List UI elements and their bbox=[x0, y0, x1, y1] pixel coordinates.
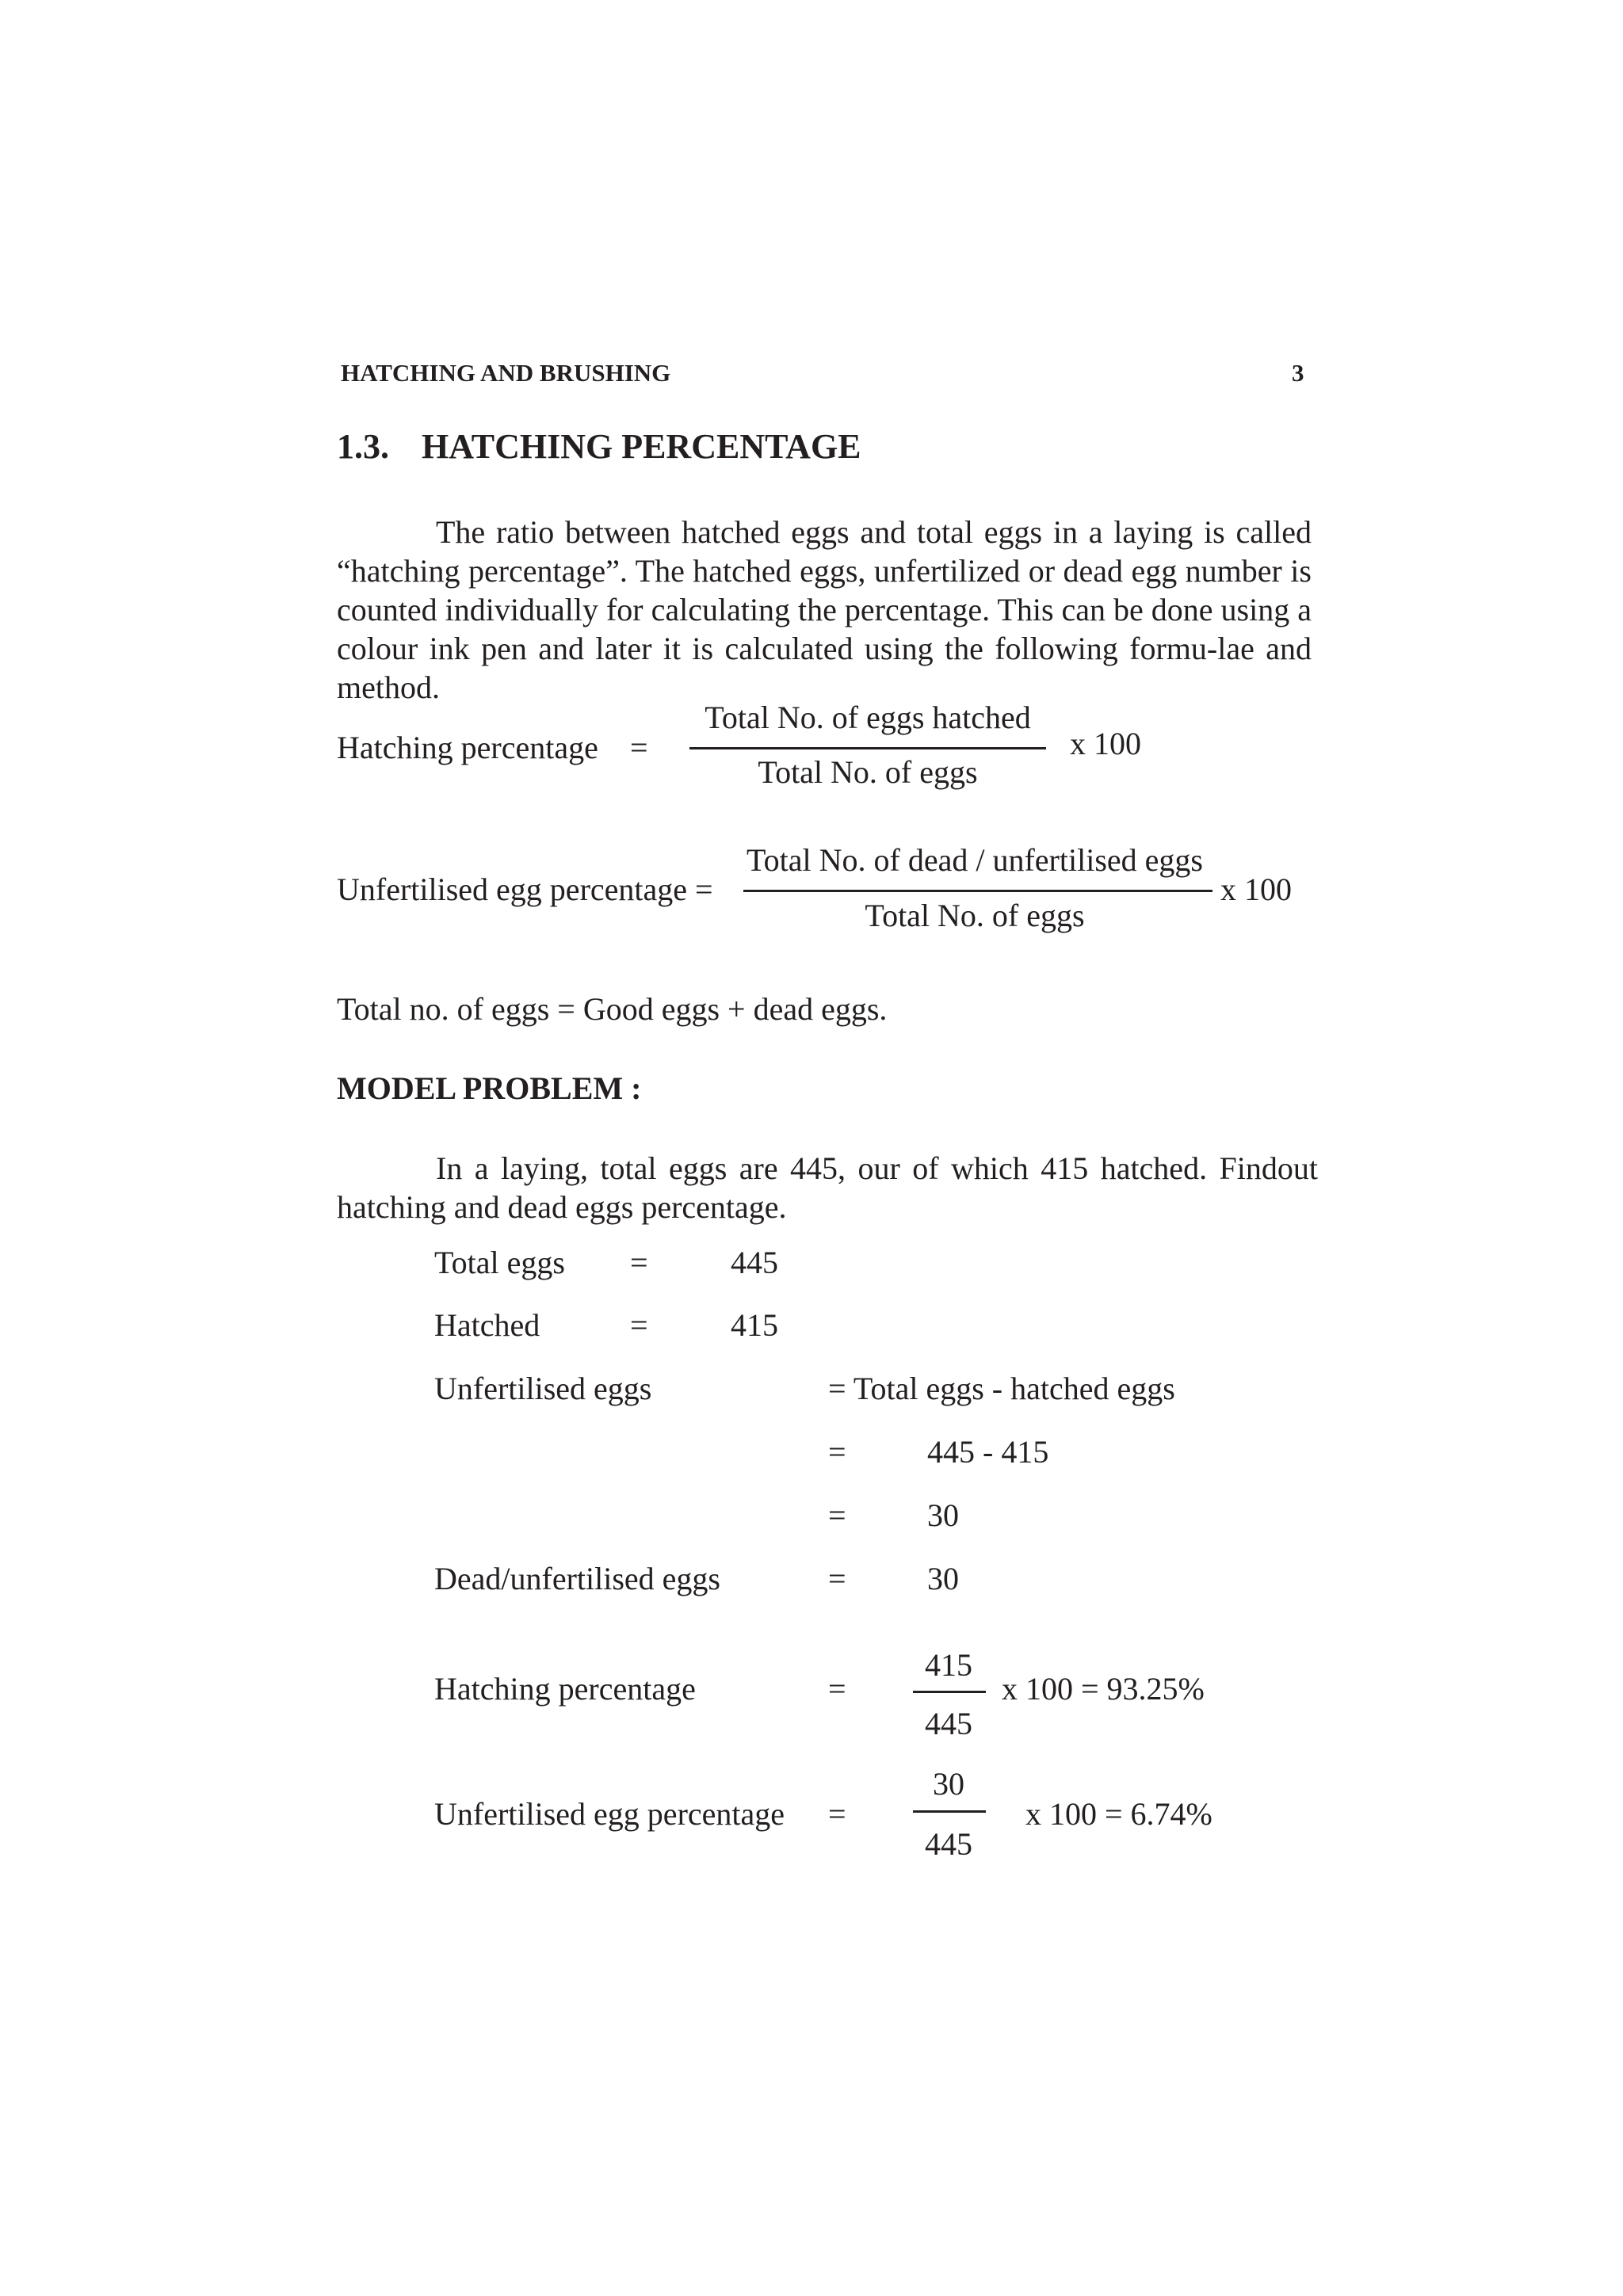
formula-unfertilised-denominator: Total No. of eggs bbox=[865, 898, 1085, 933]
unfertilised-step1: = Total eggs - hatched eggs bbox=[828, 1371, 1175, 1406]
hatching-pct-result: x 100 = 93.25% bbox=[1002, 1671, 1205, 1707]
unfertilised-step2: 445 - 415 bbox=[927, 1434, 1049, 1470]
running-header-title: HATCHING AND BRUSHING bbox=[341, 359, 671, 387]
formula-unfertilised-multiplier: x 100 bbox=[1220, 871, 1292, 907]
fraction-bar bbox=[913, 1810, 986, 1813]
section-number: 1.3. bbox=[337, 427, 389, 466]
given-equals: = bbox=[630, 1307, 648, 1343]
step-equals: = bbox=[828, 1497, 846, 1533]
given-label: Hatched bbox=[434, 1307, 540, 1343]
hatching-pct-equals: = bbox=[828, 1671, 846, 1707]
unfert-pct-label: Unfertilised egg percentage bbox=[434, 1796, 785, 1832]
unfertilised-step3: 30 bbox=[927, 1497, 959, 1533]
formula-unfertilised-numerator: Total No. of dead / unfertilised eggs bbox=[747, 842, 1203, 878]
model-problem-heading: MODEL PROBLEM : bbox=[337, 1070, 642, 1106]
dead-eggs-equals: = bbox=[828, 1561, 846, 1596]
hatching-pct-label: Hatching percentage bbox=[434, 1671, 696, 1707]
unfertilised-label: Unfertilised eggs bbox=[434, 1371, 652, 1406]
section-title: HATCHING PERCENTAGE bbox=[422, 427, 861, 466]
page-number: 3 bbox=[1292, 359, 1304, 387]
given-label: Total eggs bbox=[434, 1245, 565, 1280]
total-eggs-equation: Total no. of eggs = Good eggs + dead eggs. bbox=[337, 991, 888, 1027]
hatching-pct-denominator: 445 bbox=[925, 1706, 972, 1741]
formula-hatching-numerator: Total No. of eggs hatched bbox=[705, 700, 1031, 735]
fraction-bar bbox=[743, 890, 1212, 892]
formula-hatching-denominator: Total No. of eggs bbox=[758, 754, 978, 790]
dead-eggs-value: 30 bbox=[927, 1561, 959, 1596]
unfert-pct-denominator: 445 bbox=[925, 1826, 972, 1862]
formula-hatching-multiplier: x 100 bbox=[1070, 726, 1141, 761]
hatching-pct-numerator: 415 bbox=[925, 1647, 972, 1683]
model-problem-statement: In a laying, total eggs are 445, our of which 415 hatched. Findout hatching and dead eggs percentage. bbox=[337, 1150, 1318, 1225]
dead-eggs-label: Dead/unfertilised eggs bbox=[434, 1561, 720, 1596]
fraction-bar bbox=[689, 747, 1046, 749]
formula-hatching-label: Hatching percentage bbox=[337, 730, 598, 765]
step-equals: = bbox=[828, 1434, 846, 1470]
unfert-pct-equals: = bbox=[828, 1796, 846, 1832]
given-equals: = bbox=[630, 1245, 648, 1280]
unfert-pct-numerator: 30 bbox=[933, 1766, 964, 1802]
given-value: 445 bbox=[731, 1245, 778, 1280]
unfert-pct-result: x 100 = 6.74% bbox=[1025, 1796, 1212, 1832]
given-value: 415 bbox=[731, 1307, 778, 1343]
formula-hatching-equals: = bbox=[630, 730, 648, 765]
intro-paragraph: The ratio between hatched eggs and total eggs in a laying is called “hatching percentage”. The hatched eggs, unfertilized or dead egg number is counted individually for calculating the percentage. This can be done using a colour ink pen and later it is calculated using the following formu-lae and method. bbox=[337, 514, 1312, 705]
formula-unfertilised-label: Unfertilised egg percentage = bbox=[337, 871, 713, 907]
fraction-bar bbox=[913, 1691, 986, 1693]
